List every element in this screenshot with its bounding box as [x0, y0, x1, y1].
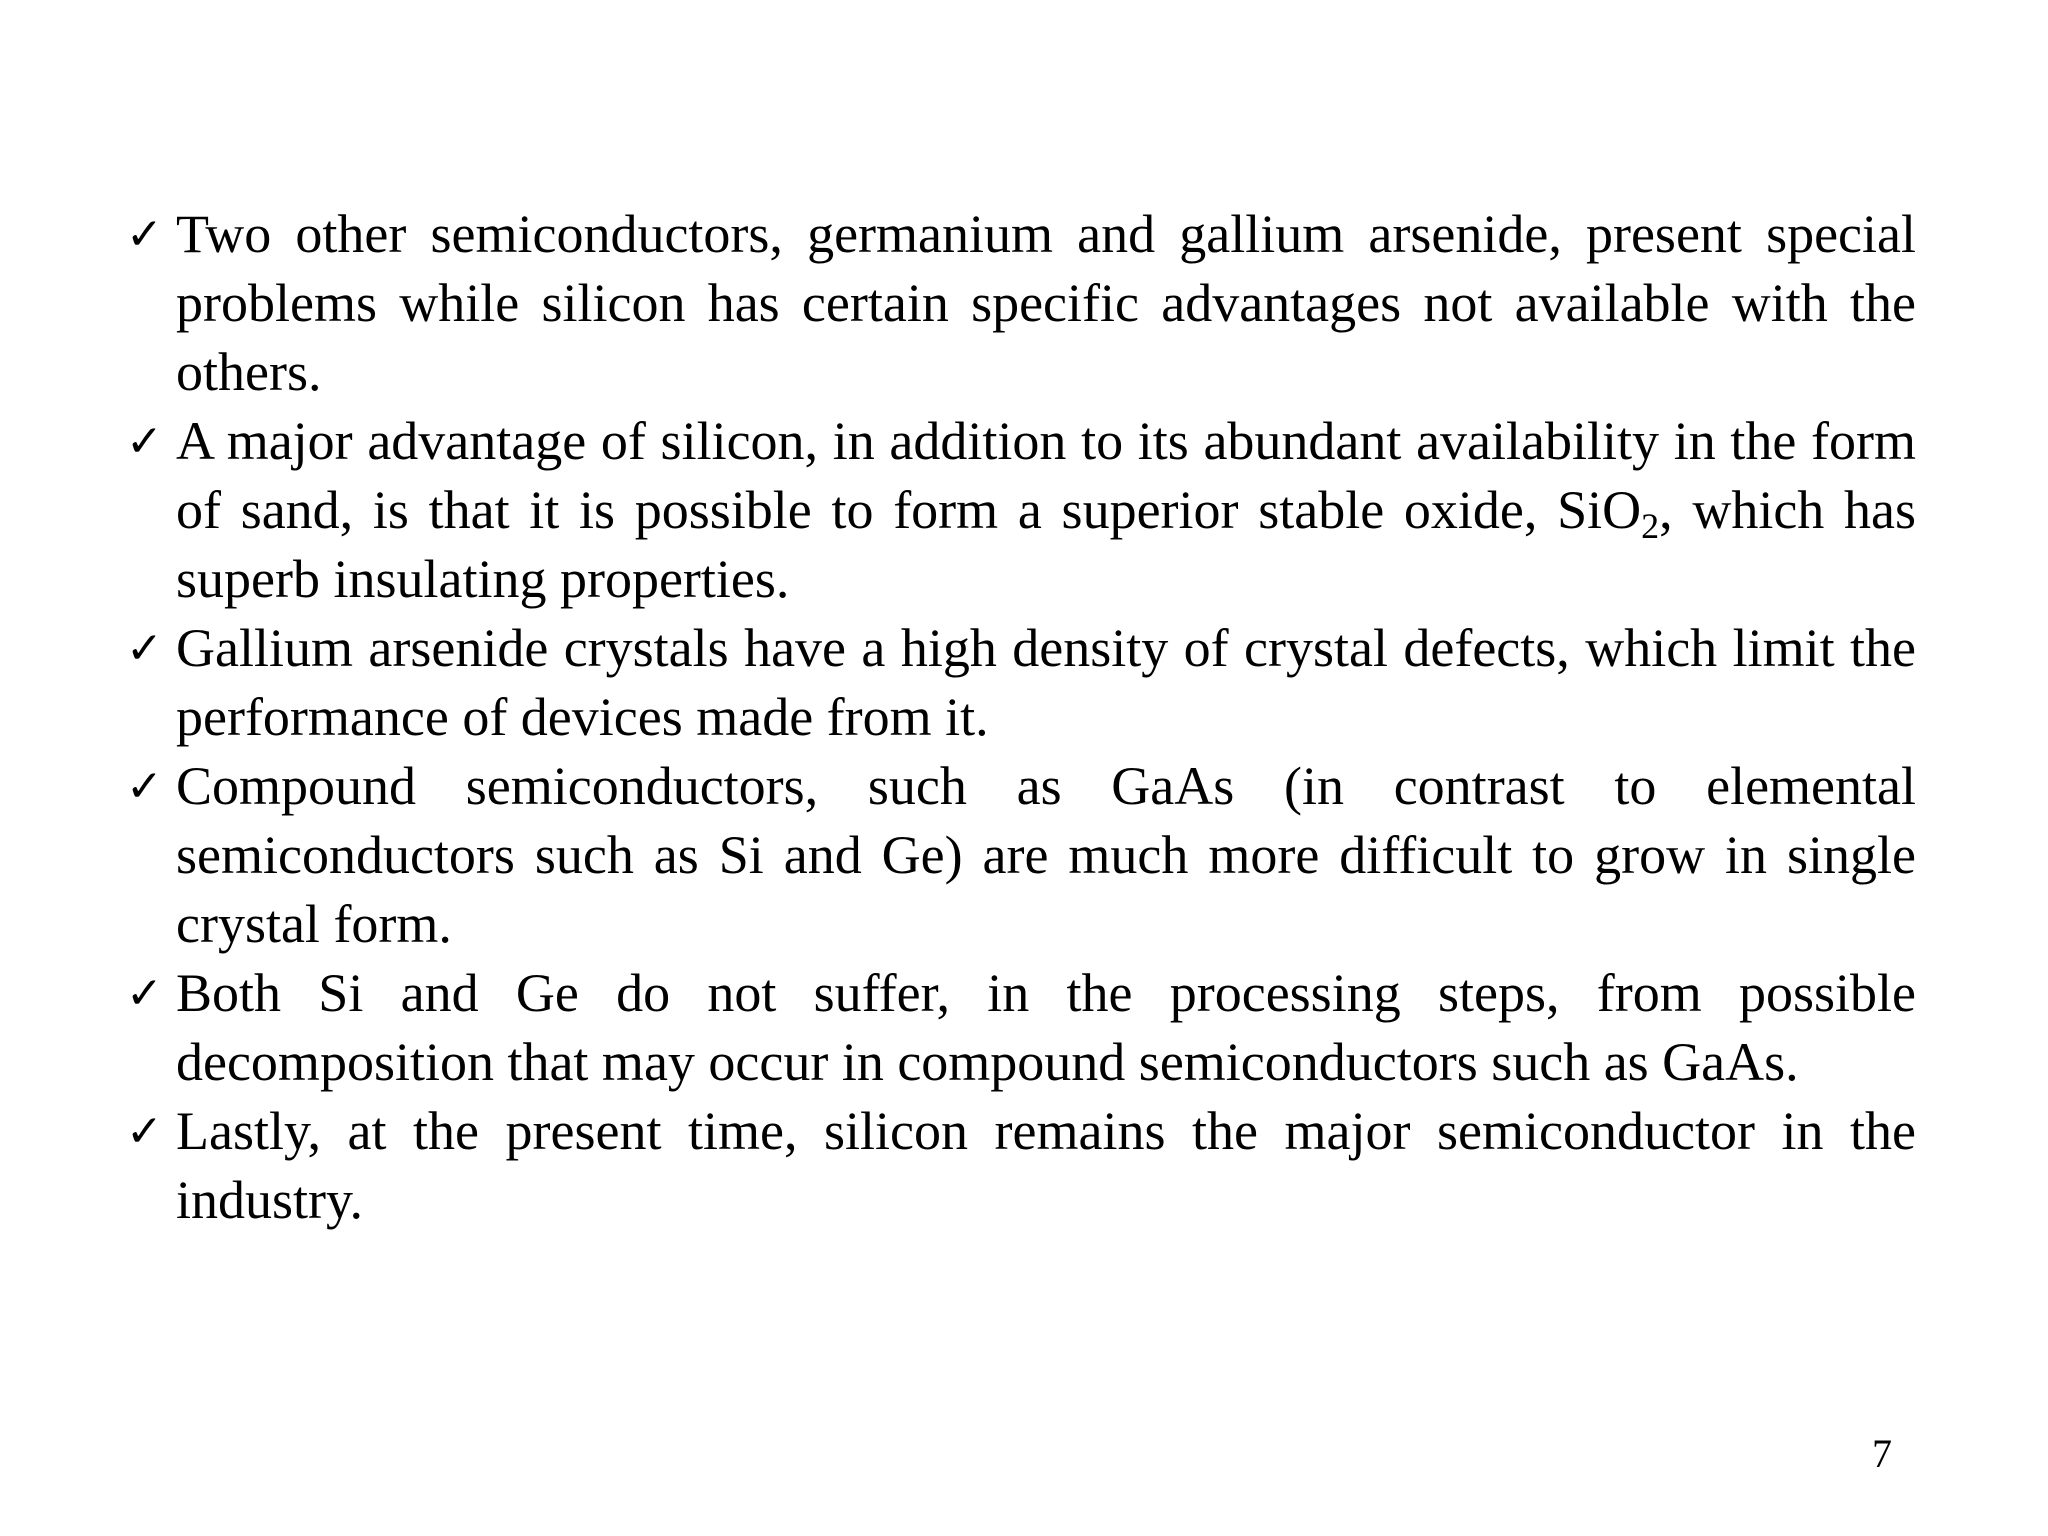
- subscript: 2: [1641, 506, 1660, 546]
- bullet-text: Compound semiconductors, such as GaAs (in contrast to elemental semiconductors such as Si and Ge) are much more difficult to grow in single crystal form.: [176, 756, 1916, 954]
- bullet-text: Lastly, at the present time, silicon remains the major semiconductor in the industry.: [176, 1101, 1916, 1230]
- bullet-list: [126, 200, 1916, 1235]
- check-mark-icon: ✓: [126, 1106, 163, 1157]
- bullet-item: [126, 1097, 1916, 1235]
- bullet-text: Two other semiconductors, germanium and gallium arsenide, present special problems while silicon has certain specific advantages not available with the others.: [176, 204, 1916, 402]
- bullet-text: Gallium arsenide crystals have a high density of crystal defects, which limit the performance of devices made from it.: [176, 618, 1916, 747]
- check-mark-icon: ✓: [126, 209, 163, 260]
- bullet-text-after: , which has superb insulating properties.: [176, 480, 1916, 609]
- bullet-item: [126, 959, 1916, 1097]
- page-number: 7: [1872, 1431, 1892, 1476]
- check-mark-icon: ✓: [126, 761, 163, 812]
- bullet-text: [176, 411, 1916, 609]
- bullet-item: [126, 752, 1916, 959]
- bullet-text: Both Si and Ge do not suffer, in the processing steps, from possible decomposition that may occur in compound semiconductors such as GaAs.: [176, 963, 1916, 1092]
- check-mark-icon: ✓: [126, 416, 163, 467]
- check-mark-icon: ✓: [126, 623, 163, 674]
- check-mark-icon: ✓: [126, 968, 163, 1019]
- bullet-item: [126, 407, 1916, 614]
- bullet-text-before: A major advantage of silicon, in addition to its abundant availability in the form of sand, is that it is possible to form a superior stable oxide, SiO: [176, 411, 1916, 540]
- bullet-item: [126, 200, 1916, 407]
- bullet-item: [126, 614, 1916, 752]
